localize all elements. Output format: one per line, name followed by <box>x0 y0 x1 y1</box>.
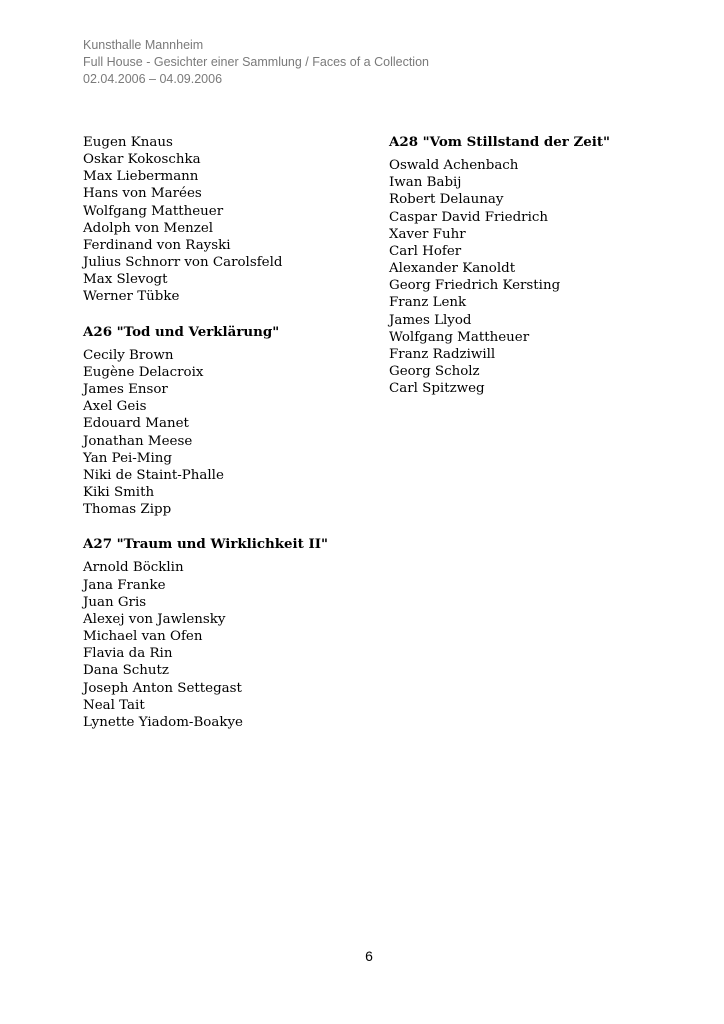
header-institution: Kunsthalle Mannheim <box>83 38 204 52</box>
page-number: 6 <box>365 948 373 964</box>
list-item: James Ensor <box>83 382 168 398</box>
list-item: Wolfgang Mattheuer <box>83 203 224 219</box>
list-item: Hans von Marées <box>83 186 202 202</box>
list-item: Caspar David Friedrich <box>389 209 548 225</box>
list-item: Neal Tait <box>83 697 145 713</box>
list-item: Franz Radziwill <box>389 346 496 362</box>
list-item: Carl Spitzweg <box>389 381 485 397</box>
a28-artist-list <box>389 157 610 397</box>
header-dates: 02.04.2006 – 04.09.2006 <box>83 72 223 86</box>
list-item: Jana Franke <box>83 577 166 593</box>
page-header <box>83 37 429 88</box>
list-item: Flavia da Rin <box>83 646 173 662</box>
list-item: Eugen Knaus <box>83 135 173 150</box>
intro-artist-list <box>83 134 328 306</box>
list-item: Cecily Brown <box>83 347 174 363</box>
a26-artist-list <box>83 347 328 519</box>
section-heading-a26: A26 "Tod und Verklärung" <box>83 323 280 340</box>
list-item: Jonathan Meese <box>83 433 193 449</box>
list-item: Alexander Kanoldt <box>389 261 516 277</box>
list-item: Edouard Manet <box>83 416 189 432</box>
right-column <box>389 134 610 397</box>
list-item: James Llyod <box>389 312 472 328</box>
list-item: Iwan Babij <box>389 175 462 191</box>
list-item: Georg Scholz <box>389 364 480 380</box>
list-item: Juan Gris <box>83 594 147 610</box>
list-item: Xaver Fuhr <box>389 226 466 242</box>
list-item: Thomas Zipp <box>83 502 172 518</box>
list-item: Georg Friedrich Kersting <box>389 278 561 294</box>
list-item: Robert Delaunay <box>389 192 504 208</box>
list-item: Michael van Ofen <box>83 629 203 645</box>
list-item: Oskar Kokoschka <box>83 152 201 168</box>
list-item: Alexej von Jawlensky <box>83 611 226 627</box>
list-item: Axel Geis <box>83 399 147 415</box>
list-item: Joseph Anton Settegast <box>83 680 242 696</box>
list-item: Max Liebermann <box>83 169 199 185</box>
section-heading-a28: A28 "Vom Stillstand der Zeit" <box>389 134 611 150</box>
list-item: Carl Hofer <box>389 243 462 259</box>
section-heading-a27: A27 "Traum und Wirklichkeit II" <box>83 536 328 553</box>
list-item: Wolfgang Mattheuer <box>389 329 530 345</box>
list-item: Eugène Delacroix <box>83 364 204 380</box>
list-item: Arnold Böcklin <box>83 560 184 576</box>
list-item: Werner Tübke <box>83 289 180 305</box>
list-item: Franz Lenk <box>389 295 467 311</box>
list-item: Oswald Achenbach <box>389 158 519 174</box>
list-item: Yan Pei-Ming <box>83 450 172 466</box>
header-exhibition-title: Full House - Gesichter einer Sammlung / Faces of a Collection <box>83 55 429 69</box>
list-item: Adolph von Menzel <box>83 220 214 236</box>
a27-artist-list <box>83 559 328 731</box>
list-item: Dana Schutz <box>83 663 169 679</box>
list-item: Niki de Staint-Phalle <box>83 467 224 483</box>
list-item: Julius Schnorr von Carolsfeld <box>83 255 283 271</box>
left-column <box>83 134 328 731</box>
list-item: Kiki Smith <box>83 484 155 500</box>
list-item: Max Slevogt <box>83 272 168 288</box>
list-item: Ferdinand von Rayski <box>83 237 231 253</box>
list-item: Lynette Yiadom-Boakye <box>83 714 243 730</box>
